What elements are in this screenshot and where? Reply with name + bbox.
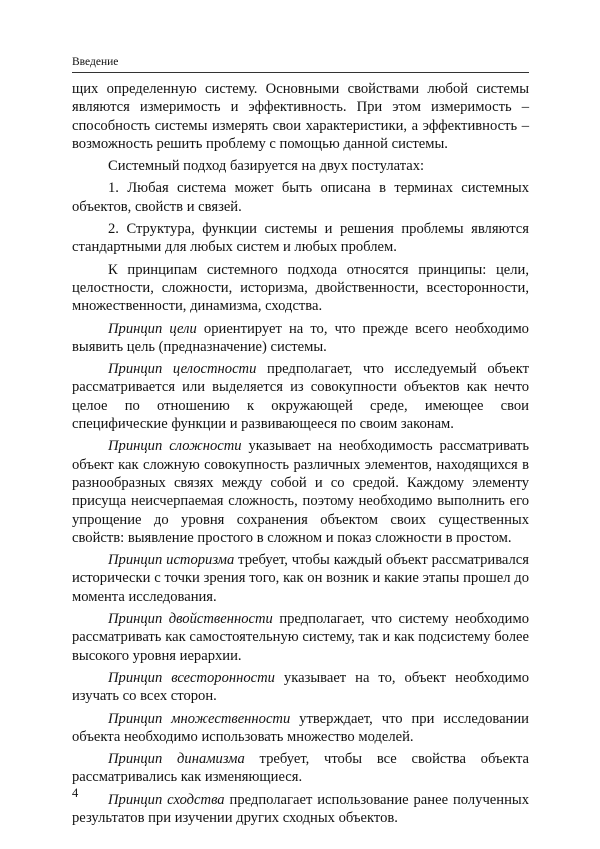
paragraph-text: предполагает, что систему необходимо рассматривать как самостоятельную систему, так и как подсистему более высокого уровня иерархии. [72,611,530,664]
paragraph-text: Системный подход базируется на двух постулатах: [108,158,425,175]
paragraph-text: щих определенную систему. Основными свойствами любой системы являются измеримость и эффективность. При этом измеримость – способность системы измерять свои характеристики, а эффективность – возможность решить проблему с помощью данной системы. [72,81,529,152]
running-header: Введение [72,56,119,68]
paragraph [72,669,529,706]
paragraph-text: указывает на то, объект необходимо изучать со всех сторон. [72,669,529,705]
body-text [72,80,529,831]
paragraph-text: указывает на необходимость рассматривать объект как сложную совокупность различных элементов, находящихся в разнообразных связях между собой и со средой. Каждому элементу присуща неисчерпаемая сложность, поэтому необходимо выполнить его упрощение до уровня сохранения объектом своих существенных свойств: выявление простого в сложном и показ сложности в простом. [72,438,529,546]
paragraph-text: 1. Любая система может быть описана в терминах системных объектов, свойств и связей. [72,180,529,215]
principle-term: Принцип цели [108,320,197,337]
paragraph-text: требует, чтобы все свойства объекта рассматривались как изменяющиеся. [72,751,529,786]
paragraph [72,610,529,665]
paragraph [72,320,529,357]
paragraph [72,261,529,316]
paragraph [72,157,529,175]
principle-term: Принцип двойственности [108,611,273,628]
paragraph [72,791,529,828]
paragraph-text: К принципам системного подхода относятся принципы: цели, целостности, сложности, историзма, двойственности, всесторонности, множественности, динамизма, сходства. [72,261,529,315]
paragraph-text: утверждает, что при исследовании объекта необходимо использовать множество моделей. [72,710,529,745]
principle-term: Принцип целостности [108,361,257,378]
paragraph [72,80,529,153]
principle-term: Принцип всесторонности [108,669,275,686]
principle-term: Принцип сходства [108,791,225,808]
paragraph [72,360,529,433]
paragraph-text: предполагает, что исследуемый объект рассматривается или выделяется из совокупности объектов как нечто целое по отношению к окружающей среде, имеющее свои специфические функции и развивающееся по своим законам. [72,361,529,433]
paragraph-text: 2. Структура, функции системы и решения проблемы являются стандартными для любых систем и любых проблем. [72,221,529,256]
paragraph [72,437,529,547]
paragraph [72,179,529,216]
paragraph [72,551,529,606]
paragraph-text: предполагает использование ранее полученных результатов при изучении других сходных объектов. [72,791,529,826]
principle-term: Принцип сложности [108,438,242,455]
paragraph [72,710,529,747]
paragraph-text: требует, чтобы каждый объект рассматривался исторически с точки зрения того, как он возник и какие этапы прошел до момента исследования. [72,552,529,605]
principle-term: Принцип историзма [108,552,235,569]
paragraph [72,220,529,257]
header-rule [72,72,529,73]
principle-term: Принцип динамизма [108,751,245,768]
page-number: 4 [72,786,79,800]
paragraph [72,750,529,787]
paragraph-text: ориентирует на то, что прежде всего необходимо выявить цель (предназначение) системы. [72,320,529,355]
principle-term: Принцип множественности [108,710,291,727]
